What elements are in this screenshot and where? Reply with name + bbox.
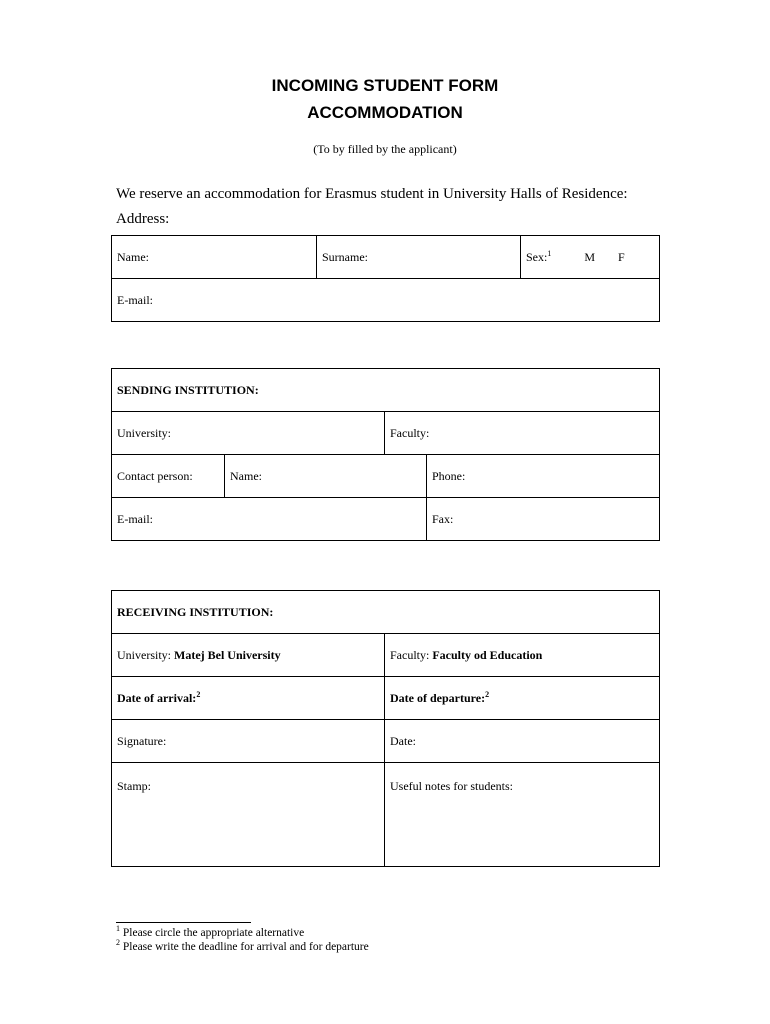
useful-notes-field[interactable] bbox=[385, 763, 660, 867]
email-label: E-mail: bbox=[117, 511, 153, 526]
sending-university-field[interactable] bbox=[112, 412, 385, 455]
fill-instruction: (To by filled by the applicant) bbox=[313, 142, 457, 156]
table-row bbox=[112, 498, 660, 541]
stamp-field[interactable] bbox=[112, 763, 385, 867]
university-label: University: bbox=[117, 425, 171, 440]
university-value: Matej Bel University bbox=[174, 647, 281, 662]
date-field[interactable] bbox=[385, 720, 660, 763]
sex-field bbox=[521, 236, 660, 279]
faculty-label: Faculty: bbox=[390, 647, 430, 662]
contact-person-label: Contact person: bbox=[112, 455, 225, 498]
receiving-university-field bbox=[112, 634, 385, 677]
table-row bbox=[112, 634, 660, 677]
phone-field[interactable] bbox=[427, 455, 660, 498]
footnote-ref: 2 bbox=[485, 689, 490, 699]
footnote-text: Please write the deadline for arrival and for departure bbox=[122, 941, 369, 953]
surname-field[interactable] bbox=[317, 236, 521, 279]
university-label: University: bbox=[117, 647, 171, 662]
table-row bbox=[112, 412, 660, 455]
footnote-mark: 2 bbox=[116, 938, 120, 947]
sex-option-f[interactable]: F bbox=[618, 249, 625, 264]
useful-notes-label: Useful notes for students: bbox=[390, 779, 513, 793]
contact-name-field[interactable] bbox=[225, 455, 427, 498]
footnote-text: Please circle the appropriate alternative bbox=[122, 927, 305, 939]
footnote-ref: 2 bbox=[196, 689, 201, 699]
table-row bbox=[112, 720, 660, 763]
form-subtitle-accommodation: ACCOMMODATION bbox=[307, 103, 463, 122]
name-label: Name: bbox=[117, 249, 149, 264]
table-row bbox=[112, 591, 660, 634]
table-row bbox=[112, 279, 660, 322]
fax-field[interactable] bbox=[427, 498, 660, 541]
signature-label: Signature: bbox=[117, 733, 167, 748]
departure-date-field[interactable] bbox=[385, 677, 660, 720]
footnote-1 bbox=[116, 924, 305, 939]
signature-field[interactable] bbox=[112, 720, 385, 763]
student-details-table bbox=[111, 235, 660, 322]
table-row bbox=[112, 455, 660, 498]
stamp-label: Stamp: bbox=[117, 779, 152, 793]
faculty-value: Faculty od Education bbox=[432, 647, 543, 662]
surname-label: Surname: bbox=[322, 249, 368, 264]
footnote-mark: 1 bbox=[116, 924, 120, 933]
date-label: Date: bbox=[390, 733, 416, 748]
sex-label: Sex: bbox=[526, 249, 548, 264]
sending-institution-table bbox=[111, 368, 660, 541]
arrival-date-label: Date of arrival: bbox=[117, 690, 197, 705]
footnote-divider bbox=[116, 922, 251, 923]
table-row bbox=[112, 763, 660, 867]
name-field[interactable] bbox=[112, 236, 317, 279]
fax-label: Fax: bbox=[432, 511, 454, 526]
phone-label: Phone: bbox=[432, 468, 466, 483]
departure-date-label: Date of departure: bbox=[390, 690, 486, 705]
email-label: E-mail: bbox=[117, 292, 153, 307]
intro-text: We reserve an accommodation for Erasmus student in University Halls of Residence: bbox=[116, 186, 628, 202]
receiving-institution-table bbox=[111, 590, 660, 867]
form-title: INCOMING STUDENT FORM bbox=[271, 76, 499, 95]
table-row bbox=[112, 236, 660, 279]
table-row bbox=[112, 677, 660, 720]
email-field[interactable] bbox=[112, 279, 660, 322]
sex-option-m[interactable]: M bbox=[584, 249, 596, 264]
faculty-label: Faculty: bbox=[390, 425, 430, 440]
footnote-2 bbox=[116, 938, 369, 953]
footnote-ref: 1 bbox=[547, 248, 552, 258]
receiving-faculty-field bbox=[385, 634, 660, 677]
address-label: Address: bbox=[116, 211, 170, 227]
sending-faculty-field[interactable] bbox=[385, 412, 660, 455]
name-label: Name: bbox=[230, 468, 262, 483]
sending-institution-heading: SENDING INSTITUTION: bbox=[112, 369, 660, 412]
sending-email-field[interactable] bbox=[112, 498, 427, 541]
arrival-date-field[interactable] bbox=[112, 677, 385, 720]
table-row bbox=[112, 369, 660, 412]
receiving-institution-heading: RECEIVING INSTITUTION: bbox=[112, 591, 660, 634]
